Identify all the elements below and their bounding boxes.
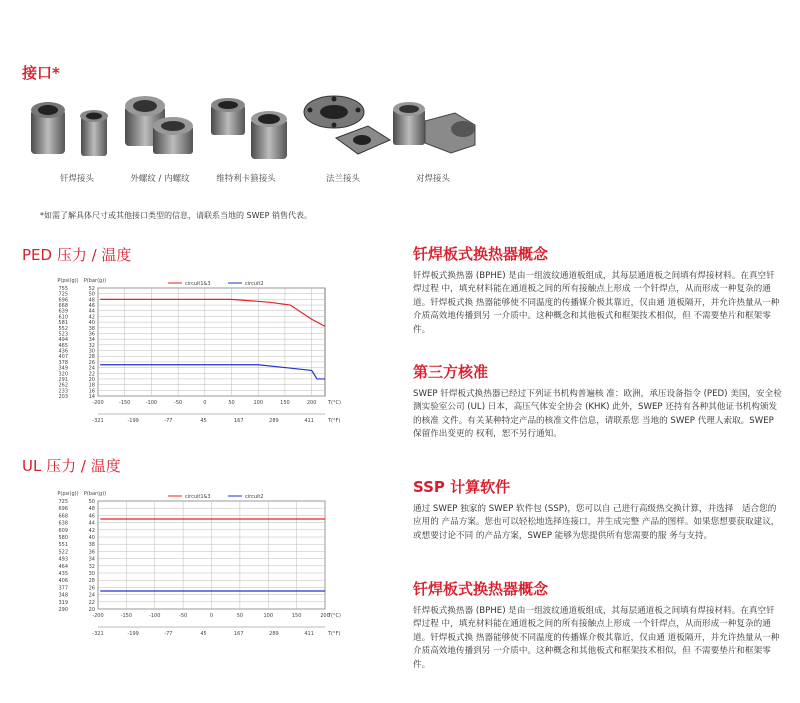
y-tick-label: 40 xyxy=(88,320,95,327)
y-tick-psi-label: 406 xyxy=(58,578,68,585)
y-axis-label-psi: P(psi(g)) xyxy=(57,278,79,284)
connection-label-thread: 外螺纹 / 内螺纹 xyxy=(130,174,190,184)
x-tick-label: -200 xyxy=(92,613,104,619)
y-tick-label: 34 xyxy=(88,556,95,563)
legend-label: circuit2 xyxy=(245,494,264,500)
y-tick-psi-label: 522 xyxy=(58,549,68,556)
y-tick-label: 44 xyxy=(88,308,95,315)
y-tick-psi-label: 580 xyxy=(58,535,68,541)
y-tick-psi-label: 696 xyxy=(58,506,68,513)
ul-title: UL 压力 / 温度 xyxy=(22,457,121,475)
y-tick-psi-label: 291 xyxy=(58,376,68,383)
section-text-approvals: SWEP 钎焊板式换热器已经过下列证书机构普遍核 准：欧洲，承压设备指令 (PED) 美国，安全检测实验室公司 (UL) 日本，高压气体安全协会 (KHK) 此外，SWEP 还持有各种其他证书机构颁发的核准 文件。有关某种特定产品的核准文件信息，请联系您 当地的 SWEP 代理人索取。SWEP 保留作出变更的 权利，恕不另行通知。 xyxy=(413,389,782,440)
y-tick-psi-label: 378 xyxy=(58,359,68,366)
x-tick-f-label: -199 xyxy=(127,631,139,637)
y-tick-label: 26 xyxy=(88,359,95,366)
y-tick-label: 40 xyxy=(88,535,95,541)
y-tick-psi-label: 581 xyxy=(58,320,68,327)
footnote: *如需了解具体尺寸或其他接口类型的信息，请联系当地的 SWEP 销售代表。 xyxy=(40,211,312,220)
y-tick-psi-label: 609 xyxy=(58,527,68,534)
section-title-bphe-concept: 钎焊板式换热器概念 xyxy=(413,245,549,263)
y-tick-label: 24 xyxy=(88,365,95,372)
y-tick-psi-label: 523 xyxy=(58,331,68,338)
ped-chart xyxy=(40,270,360,435)
y-tick-label: 16 xyxy=(88,388,95,395)
y-tick-label: 52 xyxy=(88,286,95,292)
y-tick-psi-label: 639 xyxy=(58,308,68,315)
x-tick-f-label: -77 xyxy=(164,418,173,424)
y-tick-label: 26 xyxy=(88,585,95,592)
x-tick-label: 100 xyxy=(263,613,274,619)
y-axis-label-psi: P(psi(g)) xyxy=(57,491,79,497)
plot-frame xyxy=(98,288,325,396)
y-tick-label: 30 xyxy=(88,571,95,577)
y-tick-psi-label: 668 xyxy=(58,513,68,520)
y-tick-psi-label: 319 xyxy=(58,599,68,606)
x-tick-label: 200 xyxy=(306,400,317,406)
y-tick-label: 22 xyxy=(88,599,95,606)
connection-label-brazed: 钎焊接头 xyxy=(59,174,95,184)
y-tick-label: 50 xyxy=(88,291,95,298)
y-tick-label: 32 xyxy=(88,342,95,349)
x-tick-label: 100 xyxy=(253,400,264,406)
x-tick-label: -100 xyxy=(149,613,161,619)
x-tick-f-label: 289 xyxy=(269,418,279,424)
y-tick-label: 46 xyxy=(88,303,95,310)
y-tick-psi-label: 377 xyxy=(58,585,68,592)
y-tick-psi-label: 436 xyxy=(58,348,68,355)
ped-title: PED 压力 / 温度 xyxy=(22,246,132,264)
section-text-bphe-concept-2: 钎焊板式换热器 (BPHE) 是由一组波纹通道板组成，其每层通道板之间填有焊接材料。在真空钎焊过程 中，填充材料能在通道板之间的所有接触点上形成 一个钎焊点，从而形成一种复杂的通道。钎焊板式换 热器能够使不同温度的传播媒介极其靠近，仅由通 道板隔开，并允许热量从一种介质高效地传播到另 一介质中。这种概念和其他板式和框架技术相似，但 不需要垫片和框架零件。 xyxy=(413,606,780,670)
x-axis-label-c: T(°C) xyxy=(328,613,341,619)
y-tick-psi-label: 638 xyxy=(58,520,68,527)
legend-label: circuit1&3 xyxy=(185,494,211,500)
section-text-bphe-concept: 钎焊板式换热器 (BPHE) 是由一组波纹通道板组成，其每层通道板之间填有焊接材料。在真空钎焊过程 中，填充材料能在通道板之间的所有接触点上形成 一个钎焊点，从而形成一种复杂的通道。钎焊板式换 热器能够使不同温度的传播媒介极其靠近，仅由通 道板隔开，并允许热量从一种介质高效地传播到另 一介质中。这种概念和其他板式和框架技术相似，但 不需要垫片和框架零件。 xyxy=(413,271,780,335)
x-axis-label-f: T(°F) xyxy=(328,631,341,637)
y-tick-label: 46 xyxy=(88,513,95,520)
x-tick-label: -150 xyxy=(119,400,131,406)
weld-connection-image xyxy=(385,95,480,165)
y-axis-label-bar: P(bar(g)) xyxy=(83,491,107,497)
thread-connection-image xyxy=(115,90,205,170)
y-tick-label: 28 xyxy=(88,354,95,361)
y-tick-psi-label: 668 xyxy=(58,303,68,310)
y-tick-psi-label: 552 xyxy=(58,325,68,332)
section-text-ssp: 通过 SWEP 独家的 SWEP 软件包 (SSP)，您可以自 己进行高级热交换计算，并选择 适合您的应用的 产品方案。您也可以轻松地选择连接口，并生成完整 产品的图样。如果您想要获取建议，或想要讨论不同 的产品方案，SWEP 能够为您提供所有您需要的服 务与支持。 xyxy=(413,504,780,541)
y-tick-label: 42 xyxy=(88,527,95,534)
y-tick-label: 36 xyxy=(88,331,95,338)
y-tick-label: 42 xyxy=(88,314,95,321)
y-tick-label: 28 xyxy=(88,578,95,585)
x-tick-label: -50 xyxy=(179,613,188,619)
x-tick-f-label: 167 xyxy=(233,418,244,424)
x-tick-f-label: -321 xyxy=(92,418,104,424)
x-axis-label-f: T(°F) xyxy=(328,418,341,424)
x-tick-f-label: -199 xyxy=(127,418,139,424)
y-tick-label: 20 xyxy=(88,607,95,613)
x-tick-f-label: 411 xyxy=(304,631,314,637)
connection-label-flange: 法兰接头 xyxy=(325,174,361,184)
y-tick-label: 14 xyxy=(88,394,95,400)
y-tick-psi-label: 320 xyxy=(58,371,68,378)
y-tick-psi-label: 348 xyxy=(58,592,68,599)
x-tick-label: 50 xyxy=(236,613,244,619)
section-title-approvals: 第三方核准 xyxy=(413,363,489,381)
y-tick-psi-label: 696 xyxy=(58,297,68,304)
y-tick-psi-label: 464 xyxy=(58,563,68,570)
y-axis-label-bar: P(bar(g)) xyxy=(83,278,107,284)
x-tick-label: 0 xyxy=(203,400,207,406)
y-tick-label: 48 xyxy=(88,297,95,304)
x-tick-label: 150 xyxy=(291,613,302,619)
y-tick-psi-label: 262 xyxy=(58,382,68,389)
y-tick-label: 32 xyxy=(88,563,95,570)
y-tick-label: 38 xyxy=(88,325,95,332)
y-tick-psi-label: 465 xyxy=(58,342,68,349)
y-tick-psi-label: 551 xyxy=(58,542,68,549)
x-tick-label: -100 xyxy=(145,400,158,406)
legend-label: circuit2 xyxy=(245,281,264,287)
y-tick-psi-label: 233 xyxy=(58,388,68,395)
y-tick-psi-label: 725 xyxy=(58,291,68,298)
connections-title: 接口* xyxy=(22,64,60,82)
y-tick-psi-label: 493 xyxy=(58,556,68,563)
x-tick-f-label: 167 xyxy=(233,631,244,637)
y-tick-label: 18 xyxy=(88,382,95,389)
y-tick-psi-label: 203 xyxy=(58,394,68,400)
y-tick-psi-label: 755 xyxy=(58,286,68,292)
y-tick-label: 38 xyxy=(88,542,95,549)
x-tick-label: 200 xyxy=(320,613,330,619)
section-title-ssp: SSP 计算软件 xyxy=(413,478,511,496)
y-tick-psi-label: 290 xyxy=(58,607,68,613)
flange-connection-image xyxy=(298,90,393,170)
x-tick-label: 150 xyxy=(280,400,290,406)
y-tick-label: 50 xyxy=(88,499,95,505)
y-tick-label: 22 xyxy=(88,371,95,378)
x-tick-label: 50 xyxy=(228,400,235,406)
x-tick-f-label: -321 xyxy=(92,631,104,637)
y-tick-psi-label: 435 xyxy=(58,571,68,577)
y-tick-psi-label: 407 xyxy=(58,354,68,361)
y-tick-psi-label: 610 xyxy=(58,314,68,321)
y-tick-psi-label: 349 xyxy=(58,365,68,372)
legend-label: circuit1&3 xyxy=(185,281,211,287)
y-tick-label: 36 xyxy=(88,549,95,556)
brazed-connection-image xyxy=(25,92,125,172)
x-tick-label: 0 xyxy=(209,613,214,619)
x-tick-f-label: 45 xyxy=(200,631,207,637)
y-tick-label: 34 xyxy=(88,337,95,344)
x-tick-label: -200 xyxy=(92,400,104,406)
y-tick-label: 44 xyxy=(88,520,95,527)
x-tick-f-label: 411 xyxy=(304,418,314,424)
x-tick-label: -150 xyxy=(120,613,133,619)
y-tick-label: 48 xyxy=(88,506,95,513)
y-tick-label: 30 xyxy=(88,348,95,355)
y-tick-psi-label: 494 xyxy=(58,337,68,344)
x-axis-label-c: T(°C) xyxy=(328,400,341,406)
y-tick-label: 24 xyxy=(88,592,95,599)
section-title-bphe-concept-2: 钎焊板式换热器概念 xyxy=(413,580,549,598)
x-tick-f-label: 289 xyxy=(269,631,279,637)
x-tick-label: -50 xyxy=(174,400,183,406)
y-tick-label: 20 xyxy=(88,376,95,383)
x-tick-f-label: 45 xyxy=(200,418,207,424)
y-tick-psi-label: 725 xyxy=(58,499,68,505)
connection-label-weld: 对焊接头 xyxy=(415,174,451,184)
connection-label-victaulic: 维特利卡箍接头 xyxy=(216,174,276,184)
ul-chart xyxy=(40,483,360,648)
x-tick-f-label: -77 xyxy=(164,631,173,637)
victaulic-connection-image xyxy=(205,95,295,170)
